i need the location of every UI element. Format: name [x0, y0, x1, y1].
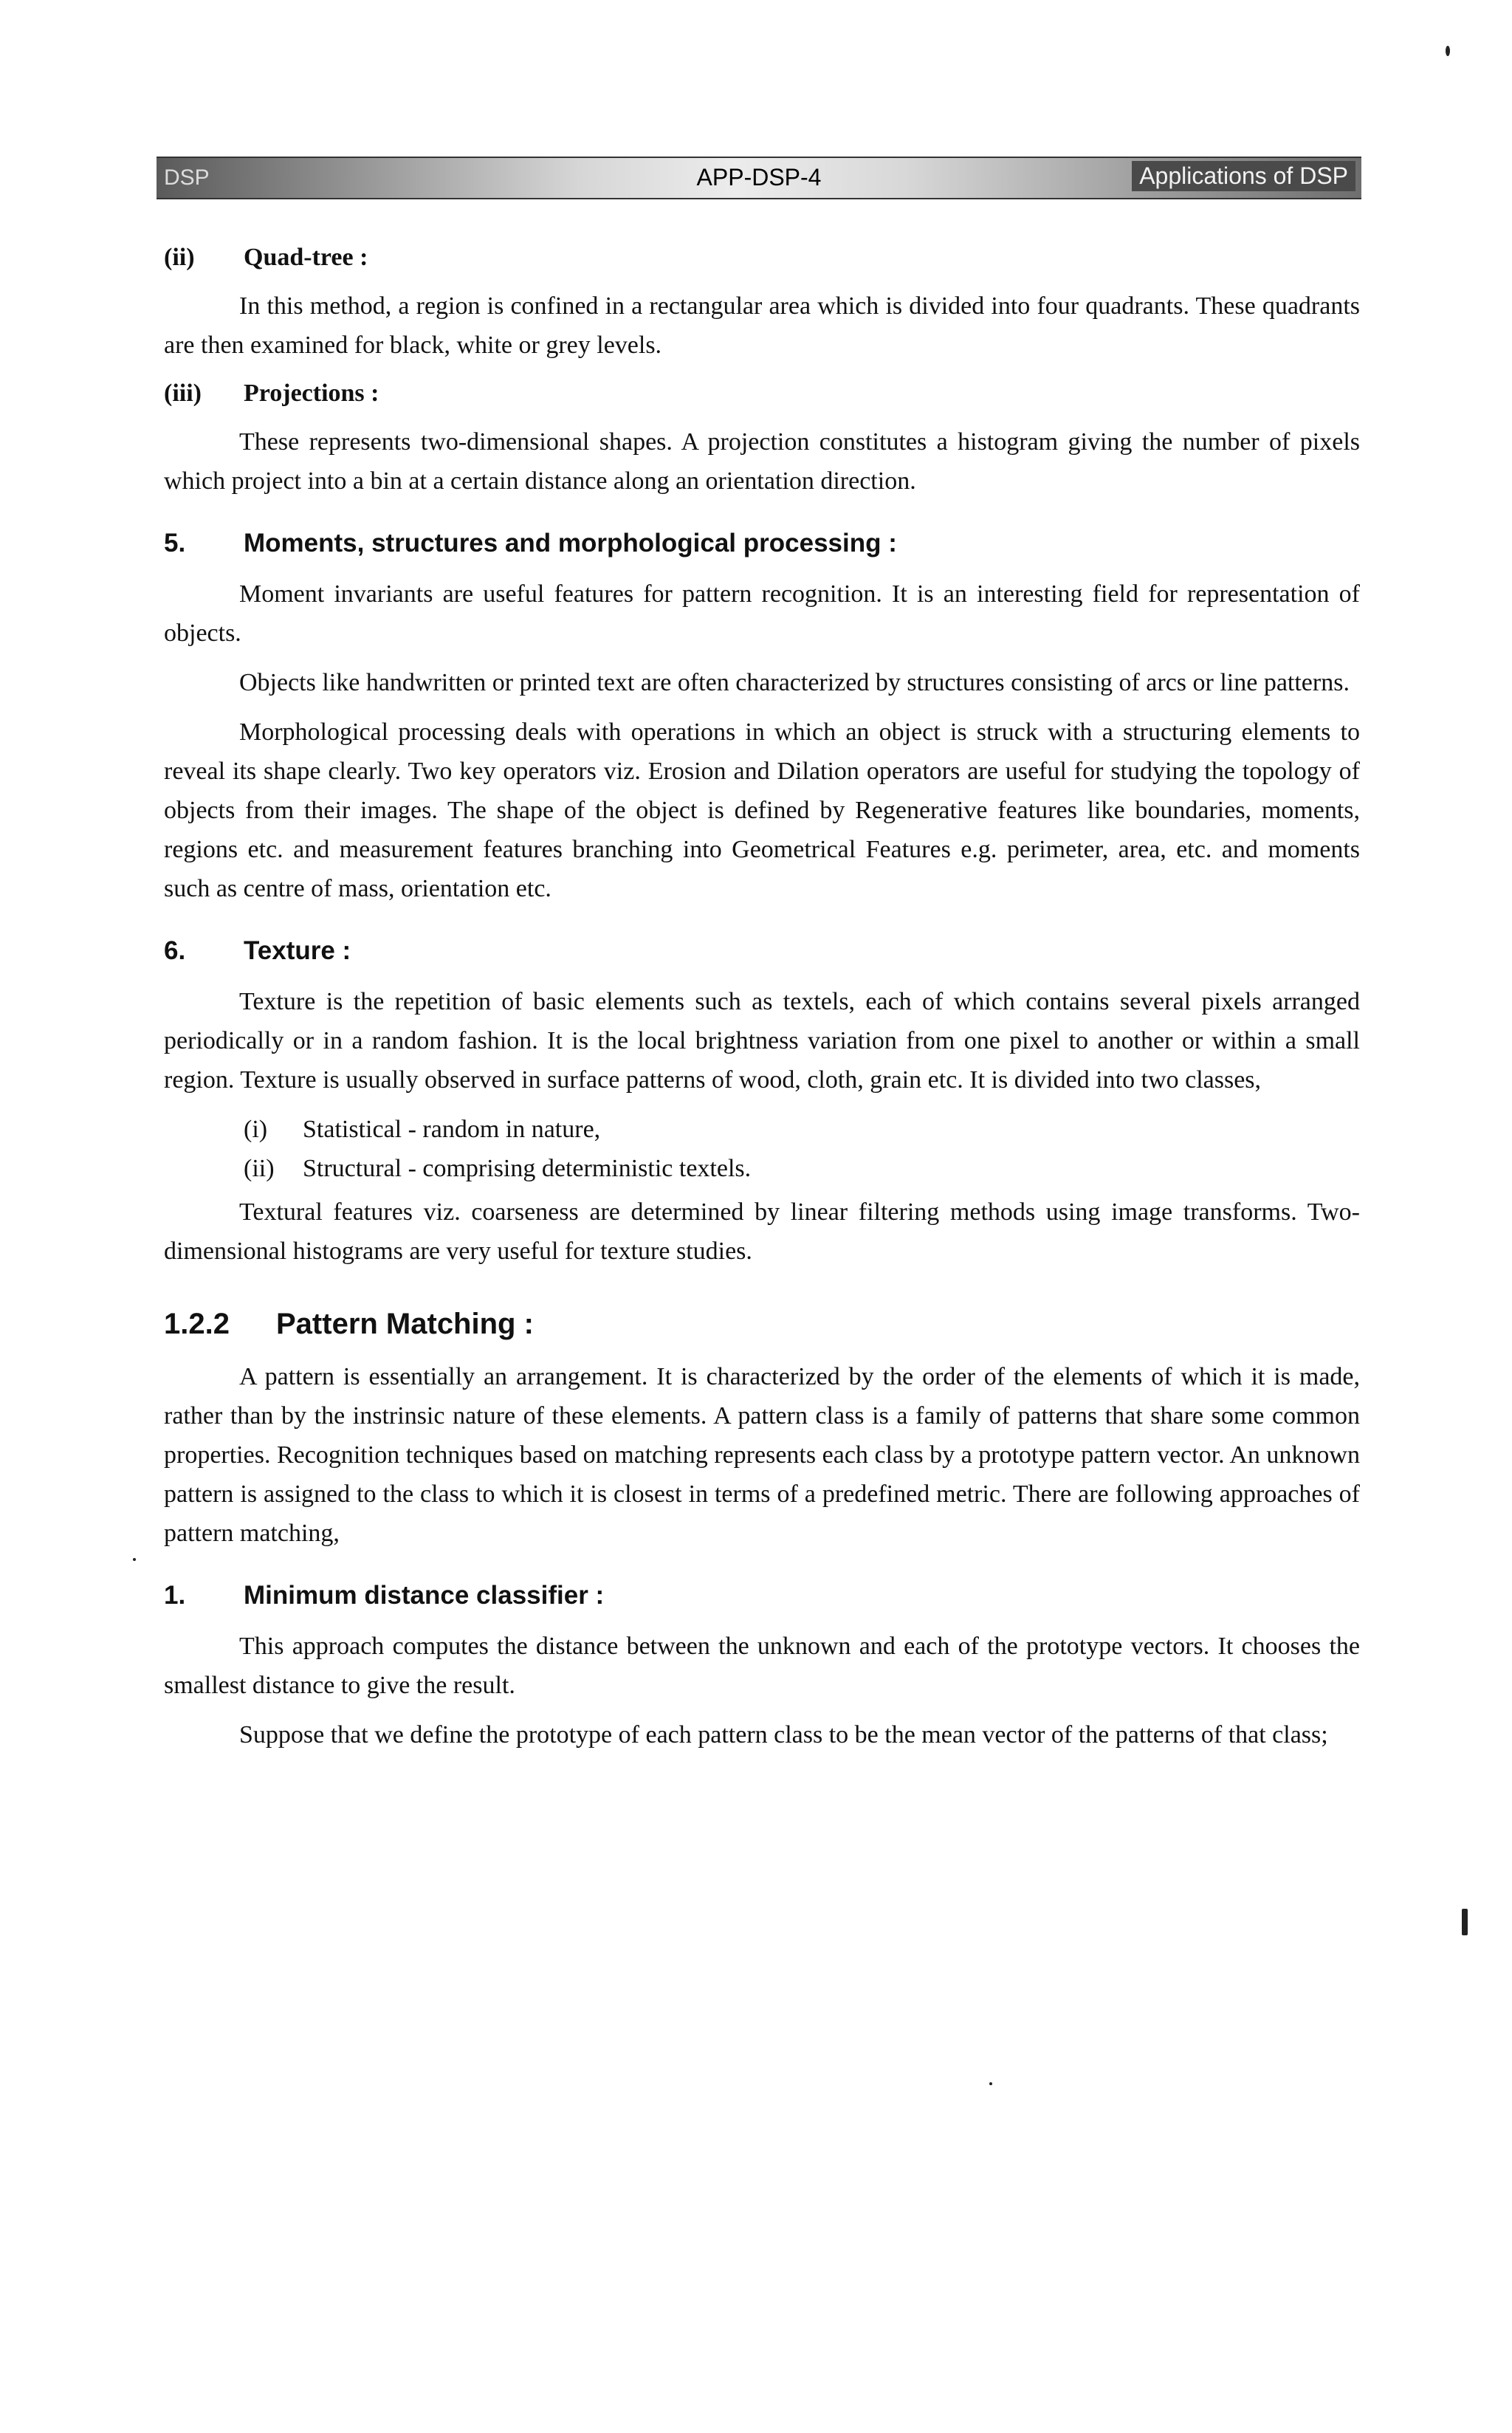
paragraph: This approach computes the distance between the unknown and each of the prototype vectors. It chooses the smallest distance to give the result. [164, 1633, 1360, 1699]
heading-title: Quad-tree : [244, 244, 368, 271]
heading-number: 1.2.2 [164, 1308, 230, 1340]
heading-title: Texture : [244, 936, 351, 965]
list-marker: (ii) [244, 1155, 275, 1182]
heading-number: 6. [164, 936, 186, 965]
list-item-text: Statistical - random in nature, [303, 1116, 601, 1143]
heading-projections [164, 380, 1360, 408]
scan-speck [1462, 1909, 1468, 1935]
header-page-code: APP-DSP-4 [696, 164, 822, 191]
paragraph: These represents two-dimensional shapes. A projection constitutes a histogram giving the number of pixels which project into a bin at a certain distance along an orientation direction. [164, 428, 1360, 495]
paragraph: Suppose that we define the prototype of each pattern class to be the mean vector of the patterns of that class; [239, 1721, 1328, 1749]
paragraph: Morphological processing deals with operations in which an object is struck with a structuring elements to reveal its shape clearly. Two key operators viz. Erosion and Dilation operators are useful for studying the topology of objects from their images. The shape of the object is defined by Regenerative features like boundaries, moments, regions etc. and measurement features branching into Geometrical Features e.g. perimeter, area, etc. and moments such as centre of mass, orientation etc. [164, 718, 1360, 902]
page-header-banner [157, 157, 1361, 199]
heading-texture [164, 936, 1360, 966]
texture-class-list [164, 1110, 1360, 1188]
paragraph: A pattern is essentially an arrangement. It is characterized by the order of the elements of which it is made, rather than by the instrinsic nature of these elements. A pattern class is a family of patterns that share some common properties. Recognition techniques based on matching represents each class by a prototype pattern vector. An unknown pattern is assigned to the class to which it is closest in terms of a predefined metric. There are following approaches of pattern matching, [164, 1363, 1360, 1547]
page-body [164, 244, 1360, 1765]
list-item-text: Structural - comprising deterministic textels. [303, 1155, 752, 1182]
heading-number: (iii) [164, 380, 202, 407]
paragraph: In this method, a region is confined in a rectangular area which is divided into four quadrants. These quadrants are then examined for black, white or grey levels. [164, 292, 1360, 359]
heading-number: 1. [164, 1581, 186, 1610]
heading-minimum-distance-classifier [164, 1581, 1360, 1610]
list-item [244, 1149, 1360, 1188]
heading-title: Pattern Matching : [276, 1308, 534, 1340]
heading-title: Minimum distance classifier : [244, 1581, 605, 1610]
list-marker: (i) [244, 1116, 268, 1143]
heading-pattern-matching [164, 1308, 1360, 1341]
heading-number: 5. [164, 529, 186, 557]
scan-speck [133, 1558, 136, 1561]
header-chapter-title: Applications of DSP [1132, 161, 1355, 191]
heading-quadtree [164, 244, 1360, 272]
heading-number: (ii) [164, 244, 195, 271]
heading-moments [164, 529, 1360, 558]
heading-title: Moments, structures and morphological processing : [244, 529, 897, 557]
header-left-label: DSP [164, 165, 210, 190]
paragraph: Moment invariants are useful features for pattern recognition. It is an interesting field for representation of objects. [164, 580, 1360, 647]
heading-title: Projections : [244, 380, 379, 407]
paragraph: Texture is the repetition of basic elements such as textels, each of which contains several pixels arranged periodically or in a random fashion. It is the local brightness variation from one pixel to another or within a small region. Texture is usually observed in surface patterns of wood, cloth, grain etc. It is divided into two classes, [164, 988, 1360, 1094]
paragraph: Objects like handwritten or printed text are often characterized by structures consisting of arcs or line patterns. [239, 669, 1350, 696]
scan-speck [989, 2082, 992, 2085]
list-item [244, 1110, 1360, 1149]
paragraph: Textural features viz. coarseness are determined by linear filtering methods using image transforms. Two-dimensional histograms are very useful for texture studies. [164, 1198, 1360, 1265]
scan-speck [1446, 46, 1450, 56]
